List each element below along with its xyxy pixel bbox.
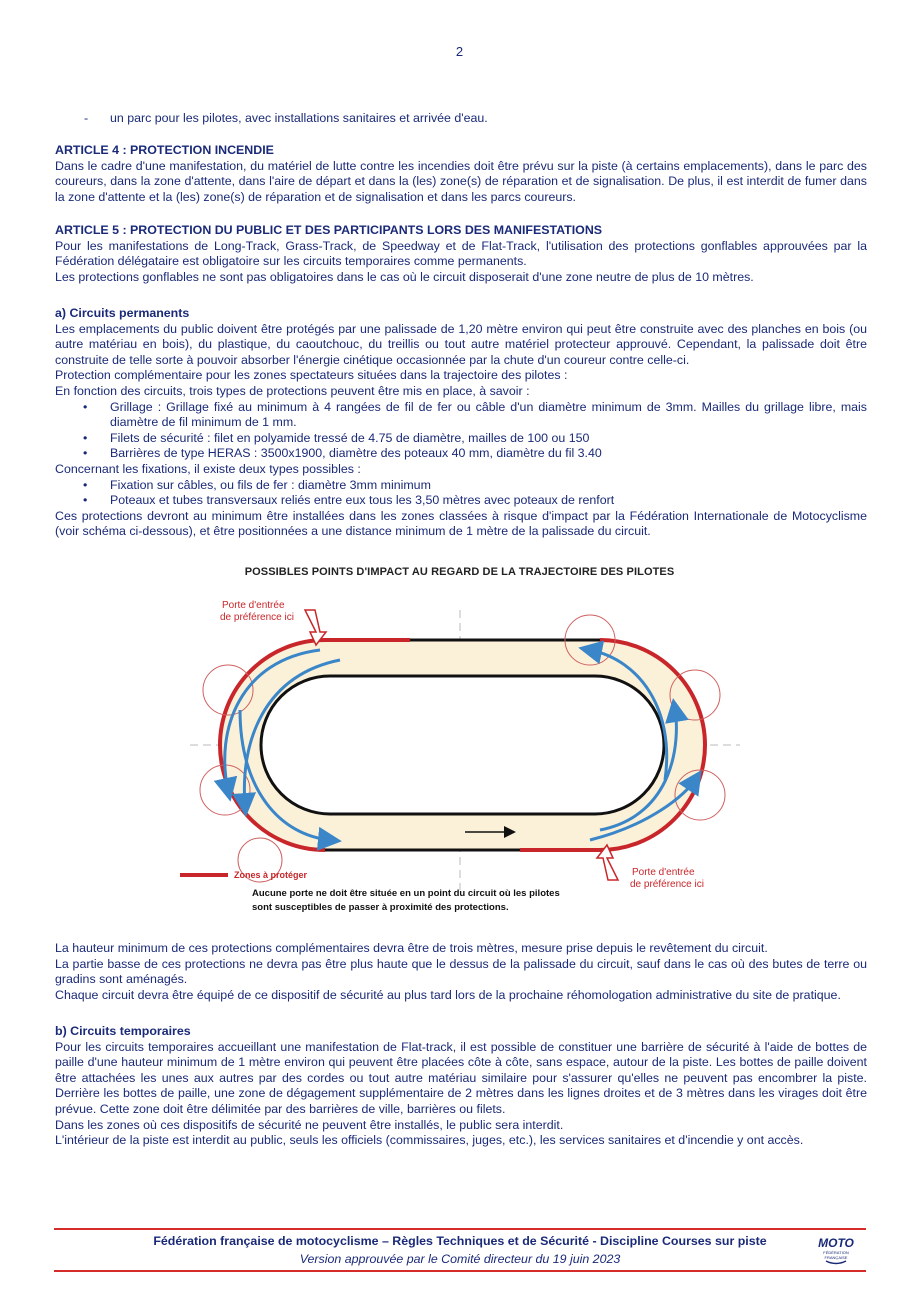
section-a-p2: Protection complémentaire pour les zones spectateurs situées dans la trajectoire des pilotes :	[55, 368, 568, 383]
after-figure-p1: La hauteur minimum de ces protections complémentaires devra être de trois mètres, mesure prise depuis le revêtement du circuit.	[55, 941, 768, 955]
article-5	[55, 223, 867, 285]
section-a-p3: En fonction des circuits, trois types de protections peuvent être mis en place, à savoir :	[55, 383, 530, 398]
figure-note-line1: Aucune porte ne doit être située en un point du circuit où les pilotes	[252, 888, 560, 899]
list-item	[55, 111, 867, 127]
entry-bottom-label-line1: Porte d'entrée	[632, 867, 695, 878]
track-diagram	[170, 590, 750, 920]
section-b	[55, 1024, 867, 1149]
list-item-text: Grillage : Grillage fixé au minimum à 4 rangées de fil de fer ou câble d'un diamètre minimum de 3mm. Mailles du grillage libre, mais diamètre de fil minimum de 1 mm.	[110, 399, 867, 430]
list-item-text: un parc pour les pilotes, avec installations sanitaires et arrivée d'eau.	[110, 111, 488, 125]
article-4-title: ARTICLE 4 : PROTECTION INCENDIE	[55, 143, 274, 157]
footer-top-rule	[54, 1228, 866, 1230]
section-a-p4: Concernant les fixations, il existe deux types possibles :	[55, 461, 361, 476]
list-item-text: Filets de sécurité : filet en polyamide tressé de 4.75 de diamètre, mailles de 100 ou 150	[110, 430, 590, 445]
dash-marker: -	[84, 111, 89, 125]
entry-top-label-line1: Porte d'entrée	[222, 600, 285, 611]
article-4	[55, 143, 867, 205]
figure-title: POSSIBLES POINTS D'IMPACT AU REGARD DE LA TRAJECTOIRE DES PILOTES	[244, 566, 675, 578]
list-item-text: Barrières de type HERAS : 3500x1900, diamètre des poteaux 40 mm, diamètre du fil 3.40	[110, 446, 602, 461]
bullet-marker: •	[83, 493, 88, 508]
after-figure	[55, 941, 867, 1003]
bullet-marker: •	[83, 446, 88, 461]
section-a-p5: Ces protections devront au minimum être installées dans les zones classées à risque d'impact par la Fédération Internationale de Motocyclisme (voir schéma ci-dessous), et être positionnées a une distance minimum de 1 mètre de la palissade du circuit.	[55, 508, 867, 539]
list-item	[55, 493, 867, 509]
list-item	[55, 400, 867, 431]
section-a-p1: Les emplacements du public doivent être protégés par une palissade de 1,20 mètre environ qui peut être construite avec des planches en bois (ou autre matériau en bois), du plastique, du caoutchouc, du treillis ou tout autre matériel protecteur approuvé. Cependant, la palissade doit être construite de telle sorte à pouvoir absorber l'énergie cinétique occasionnée par la chute d'un coureur contre celle-ci.	[55, 321, 867, 367]
logo-text: MOTO	[818, 1236, 854, 1250]
figure-note-line2: sont susceptibles de passer à proximité des protections.	[252, 902, 509, 913]
list-item	[55, 431, 867, 447]
footer-title: Fédération française de motocyclisme – Règles Techniques et de Sécurité - Discipline Courses sur piste	[153, 1234, 767, 1248]
article-5-p2: Les protections gonflables ne sont pas obligatoires dans le cas où le circuit disposerait d'une zone neutre de plus de 10 mètres.	[55, 269, 754, 284]
section-b-p3: L'intérieur de la piste est interdit au public, seuls les officiels (commissaires, juges, etc.), les services sanitaires et d'incendie y ont accès.	[55, 1133, 804, 1148]
logo-subtext-1: FÉDÉRATION	[823, 1250, 849, 1255]
entry-top-label-line2: de préférence ici	[220, 612, 294, 623]
after-figure-p2: La partie basse de ces protections ne devra pas être plus haute que le dessus de la palissade du circuit, sauf dans le cas où des butes de terre ou gradins sont aménagés.	[55, 956, 867, 987]
entry-bottom-label-line2: de préférence ici	[630, 879, 704, 890]
after-figure-p3: Chaque circuit devra être équipé de ce dispositif de sécurité au plus tard lors de la prochaine réhomologation administrative du site de pratique.	[55, 987, 841, 1002]
footer-bottom-rule	[54, 1270, 866, 1272]
ffm-logo	[812, 1233, 860, 1267]
track-inner-edge	[261, 676, 664, 814]
bullet-marker: •	[83, 430, 88, 445]
section-a-title: a) Circuits permanents	[55, 306, 190, 320]
logo-swoosh	[826, 1261, 846, 1264]
list-item	[55, 478, 867, 494]
page-number: 2	[455, 44, 464, 59]
intro-list	[55, 111, 867, 127]
section-a	[55, 306, 867, 540]
list-item	[55, 446, 867, 462]
section-b-title: b) Circuits temporaires	[55, 1024, 191, 1038]
section-b-p1: Pour les circuits temporaires accueillant une manifestation de Flat-track, il est possible de constituer une barrière de sécurité à l'aide de bottes de paille d'une hauteur minimum de 1 mètre environ qui peuvent être placées côte à côte, sans espace, autour de la piste. Les bottes de paille doivent être attachées les unes aux autres par des cordes ou tout autre matériau similaire pour s'assurer qu'elles ne peuvent pas encombrer la piste. Derrière les bottes de paille, une zone de dégagement supplémentaire de 2 mètres dans les lignes droites et de 3 mètres dans les virages doit être prévue. Cette zone doit être délimitée par des barrières de ville, barrières ou filets.	[55, 1039, 867, 1116]
legend-label: Zones à protéger	[234, 870, 308, 880]
list-item-text: Poteaux et tubes transversaux reliés entre eux tous les 3,50 mètres avec poteaux de renfort	[110, 493, 615, 508]
logo-subtext-2: FRANÇAISE	[824, 1255, 848, 1260]
list-item-text: Fixation sur câbles, ou fils de fer : diamètre 3mm minimum	[110, 477, 431, 492]
bullet-marker: •	[83, 477, 88, 492]
footer-version: Version approuvée par le Comité directeur du 19 juin 2023	[299, 1252, 621, 1266]
article-5-p1: Pour les manifestations de Long-Track, Grass-Track, de Speedway et de Flat-Track, l'utilisation des protections gonflables approuvées par la Fédération délégataire est obligatoire sur les circuits temporaires comme permanents.	[55, 238, 867, 269]
article-5-title: ARTICLE 5 : PROTECTION DU PUBLIC ET DES PARTICIPANTS LORS DES MANIFESTATIONS	[55, 223, 603, 237]
article-4-body: Dans le cadre d'une manifestation, du matériel de lutte contre les incendies doit être prévu sur la piste (à certains emplacements), dans le parc des coureurs, dans la zone d'attente, dans l'aire de départ et dans la (les) zone(s) de réparation et de signalisation. De plus, il est interdit de fumer dans la zone d'attente et la (les) zone(s) de réparation et de signalisation et dans les parcs coureurs.	[55, 158, 867, 204]
section-b-p2: Dans les zones où ces dispositifs de sécurité ne peuvent être installés, le public sera interdit.	[55, 1117, 564, 1132]
bullet-marker: •	[83, 399, 88, 414]
